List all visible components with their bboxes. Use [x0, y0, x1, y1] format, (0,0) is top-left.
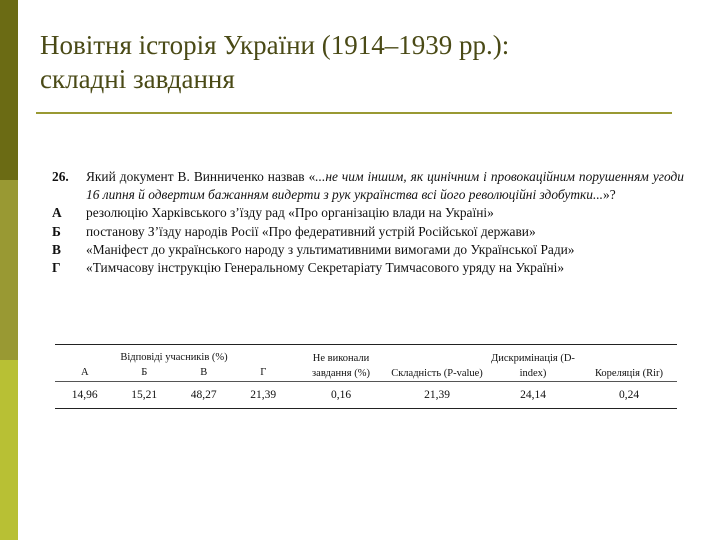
not-done-value: 0,16: [293, 382, 389, 409]
answer-text: постанову З’їзду народів Росії «Про федеративний устрій Російської держави»: [86, 223, 536, 239]
question-stem: [52, 168, 684, 204]
accent-bar-middle: [0, 180, 18, 360]
answer-text: «Тимчасову інструкцію Генеральному Секретаріату Тимчасового уряду на Україні»: [86, 260, 565, 276]
question-stem-suffix: »?: [603, 187, 616, 203]
option-label-v: В: [174, 363, 233, 382]
question-text: [86, 168, 684, 204]
header-not-done: Не виконали завдання (%): [293, 345, 389, 382]
option-label-a: А: [55, 363, 114, 382]
header-difficulty: Складність (P-value): [389, 345, 485, 382]
accent-bar-top: [0, 0, 18, 180]
accent-bar-bottom: [0, 360, 18, 540]
question-block: [52, 168, 684, 277]
question-quote: ...не чим іншим, як цинічним і провокаційним порушенням угоди 16 липня й одвертим бажанням видерти з рук українства всі його революційні здобутки...: [86, 169, 684, 203]
correlation-value: 0,24: [581, 382, 677, 409]
slide-title-line-2: складні завдання: [40, 64, 235, 94]
answer-option-g: [52, 259, 684, 277]
option-value-g: 21,39: [233, 382, 293, 409]
option-label-b: Б: [114, 363, 173, 382]
option-label-g: Г: [233, 363, 293, 382]
answer-option-a: [52, 204, 684, 222]
option-value-v: 48,27: [174, 382, 233, 409]
answer-text: резолюцію Харківського з’їзду рад «Про організацію влади на Україні»: [86, 205, 494, 221]
answer-letter: Б: [52, 223, 61, 239]
header-responses: Відповіді учасників (%): [55, 345, 293, 364]
slide-title: [40, 28, 700, 96]
answer-text: «Маніфест до українського народу з ультимативними вимогами до Української Ради»: [86, 241, 575, 257]
question-number: 26.: [52, 169, 69, 184]
slide-title-line-1: Новітня історія України (1914–1939 рр.):: [40, 30, 510, 60]
answer-option-b: [52, 223, 684, 241]
answer-letter: Г: [52, 260, 61, 276]
header-correlation: Кореляція (Rir): [581, 345, 677, 382]
answer-letter: В: [52, 241, 61, 257]
title-divider: [36, 112, 672, 114]
header-discrimination: Дискримінація (D-index): [485, 345, 581, 382]
statistics-table: [55, 344, 677, 409]
option-value-a: 14,96: [55, 382, 114, 409]
option-value-b: 15,21: [114, 382, 173, 409]
discrimination-value: 24,14: [485, 382, 581, 409]
answer-option-v: [52, 241, 684, 259]
answer-letter: А: [52, 205, 62, 221]
question-stem-prefix: Який документ В. Винниченко назвав «: [86, 169, 316, 184]
difficulty-value: 21,39: [389, 382, 485, 409]
